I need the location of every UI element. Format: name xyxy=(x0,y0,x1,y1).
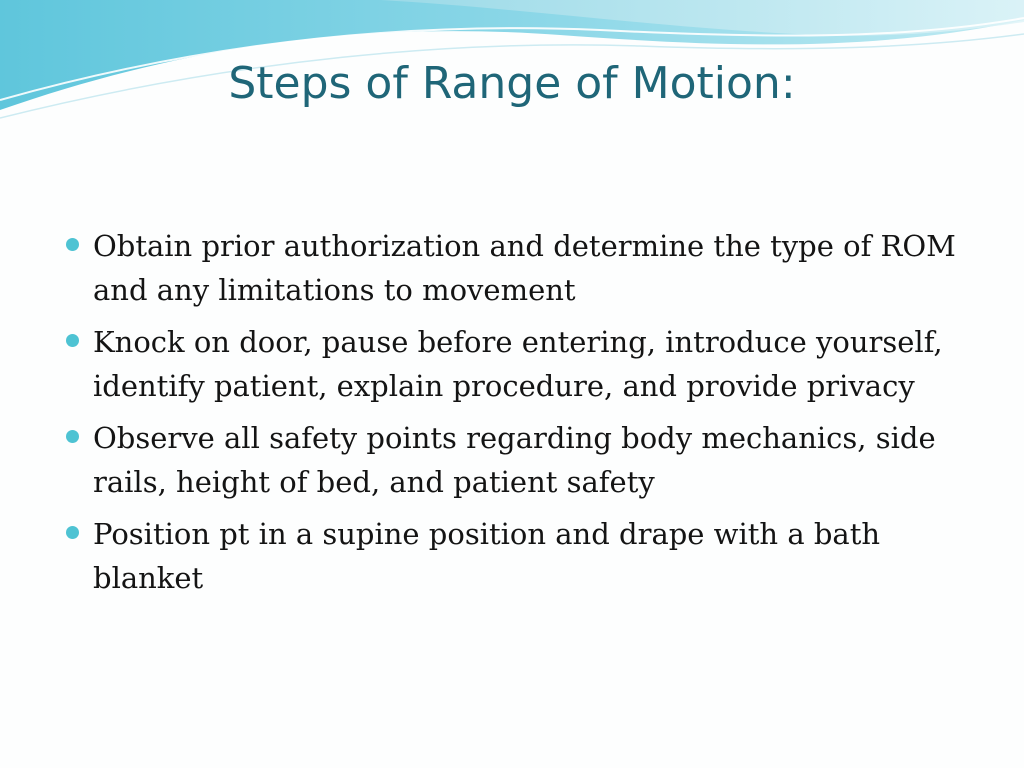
bullet-list xyxy=(62,224,962,608)
slide-title: Steps of Range of Motion: xyxy=(228,58,796,109)
list-item xyxy=(62,320,962,408)
bullet-text: Observe all safety points regarding body mechanics, side rails, height of bed, and patient safety xyxy=(93,421,936,499)
bullet-dot-icon xyxy=(66,430,79,443)
bullet-text: Knock on door, pause before entering, introduce yourself, identify patient, explain procedure, and provide privacy xyxy=(93,325,943,403)
list-item xyxy=(62,224,962,312)
list-item xyxy=(62,512,962,600)
bullet-dot-icon xyxy=(66,334,79,347)
bullet-dot-icon xyxy=(66,238,79,251)
bullet-text: Position pt in a supine position and drape with a bath blanket xyxy=(93,517,881,595)
bullet-text: Obtain prior authorization and determine the type of ROM and any limitations to movement xyxy=(93,229,956,307)
bullet-dot-icon xyxy=(66,526,79,539)
list-item xyxy=(62,416,962,504)
